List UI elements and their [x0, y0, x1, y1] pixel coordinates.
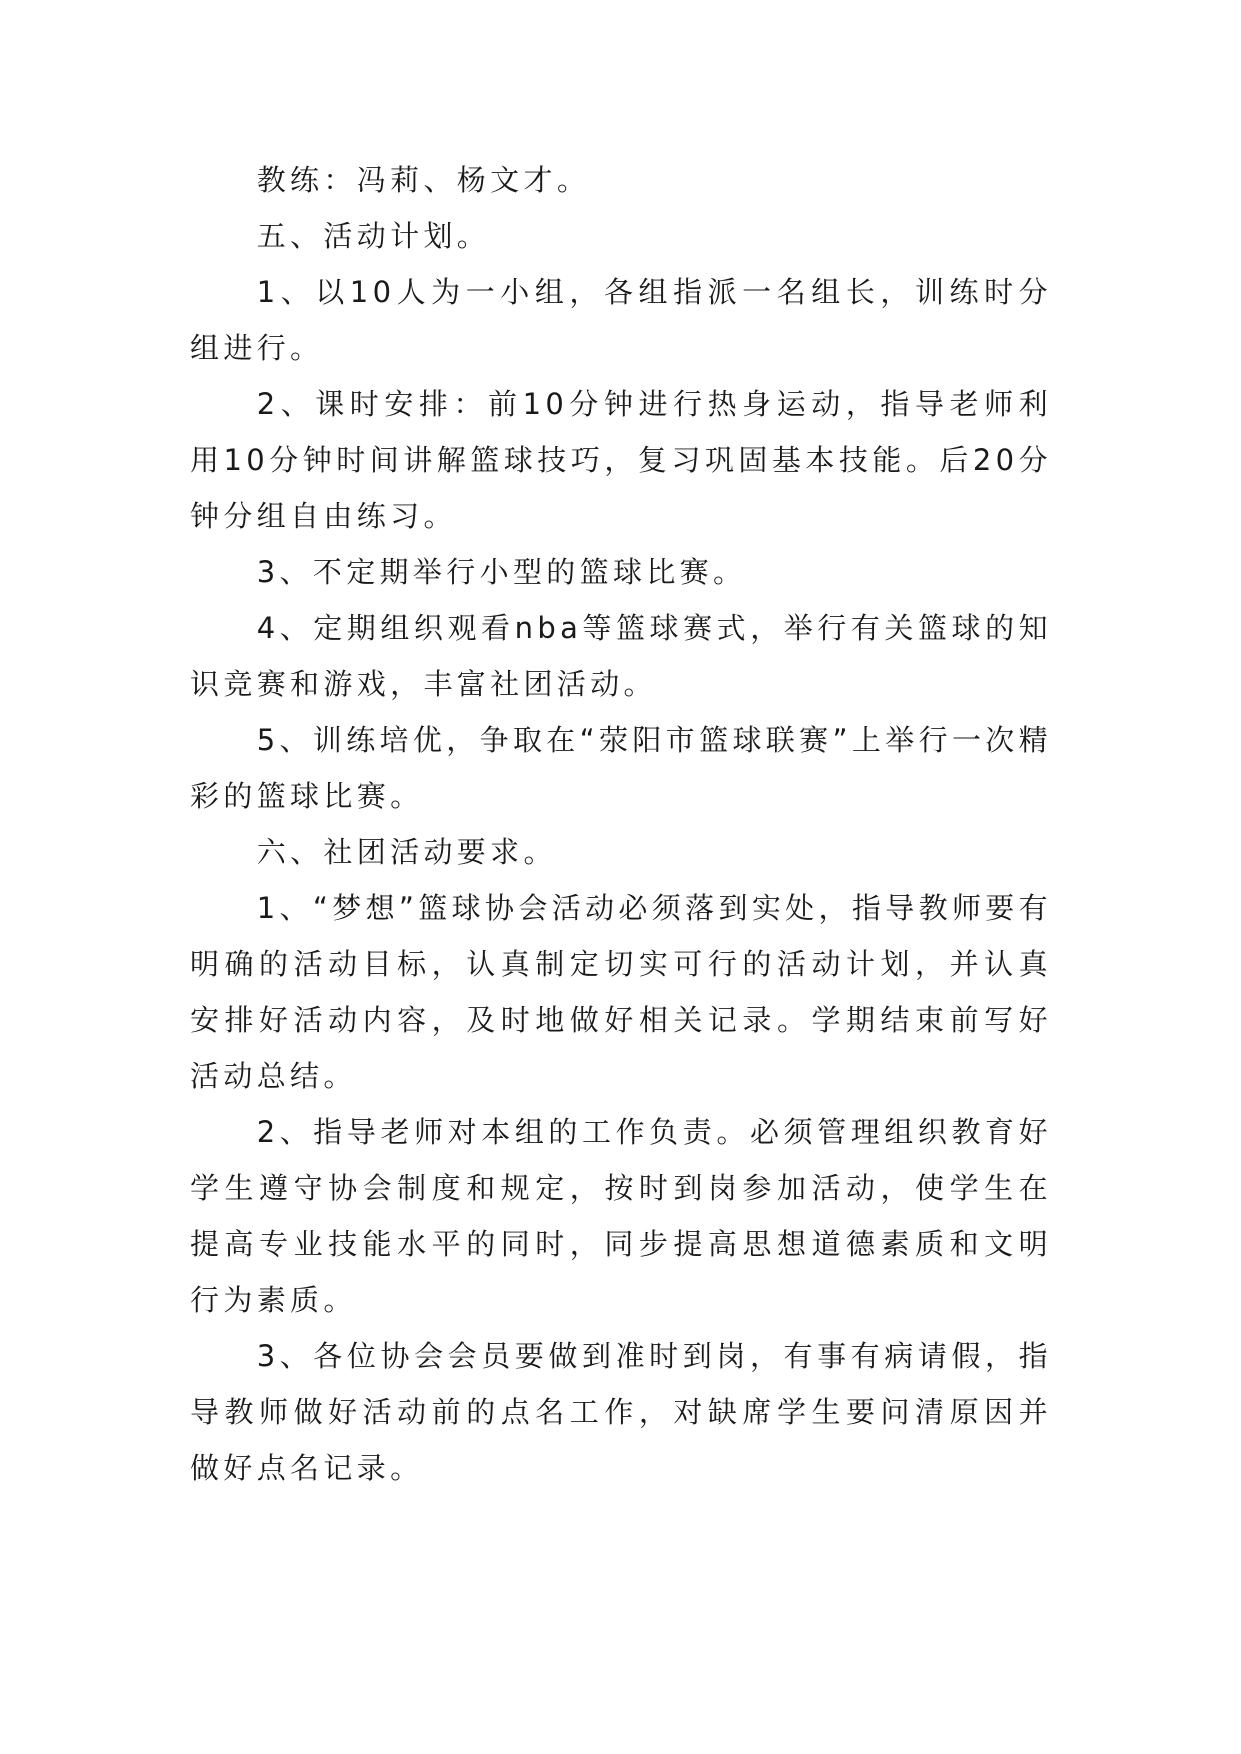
paragraph-plan-1: 1、以10人为一小组，各组指派一名组长，训练时分组进行。	[190, 275, 1052, 365]
paragraph-coaches: 教练：冯莉、杨文才。	[256, 163, 591, 197]
heading-activity-plan: 五、活动计划。	[256, 219, 491, 253]
paragraph-requirement-1: 1、“梦想”篮球协会活动必须落到实处，指导教师要有明确的活动目标，认真制定切实可行的活动计划，并认真安排好活动内容，及时地做好相关记录。学期结束前写好活动总结。	[190, 891, 1052, 1093]
paragraph-plan-5: 5、训练培优，争取在“荥阳市篮球联赛”上举行一次精彩的篮球比赛。	[190, 723, 1052, 813]
paragraph-plan-2: 2、课时安排：前10分钟进行热身运动，指导老师利用10分钟时间讲解篮球技巧，复习巩固基本技能。后20分钟分组自由练习。	[190, 387, 1052, 533]
paragraph-plan-3: 3、不定期举行小型的篮球比赛。	[256, 555, 747, 589]
document-page	[190, 152, 1052, 1496]
heading-club-requirements: 六、社团活动要求。	[256, 835, 557, 869]
paragraph-requirement-2: 2、指导老师对本组的工作负责。必须管理组织教育好学生遵守协会制度和规定，按时到岗参加活动，使学生在提高专业技能水平的同时，同步提高思想道德素质和文明行为素质。	[190, 1115, 1052, 1317]
paragraph-plan-4: 4、定期组织观看nba等篮球赛式，举行有关篮球的知识竞赛和游戏，丰富社团活动。	[190, 611, 1052, 701]
paragraph-requirement-3: 3、各位协会会员要做到准时到岗，有事有病请假，指导教师做好活动前的点名工作，对缺席学生要问清原因并做好点名记录。	[190, 1339, 1052, 1485]
